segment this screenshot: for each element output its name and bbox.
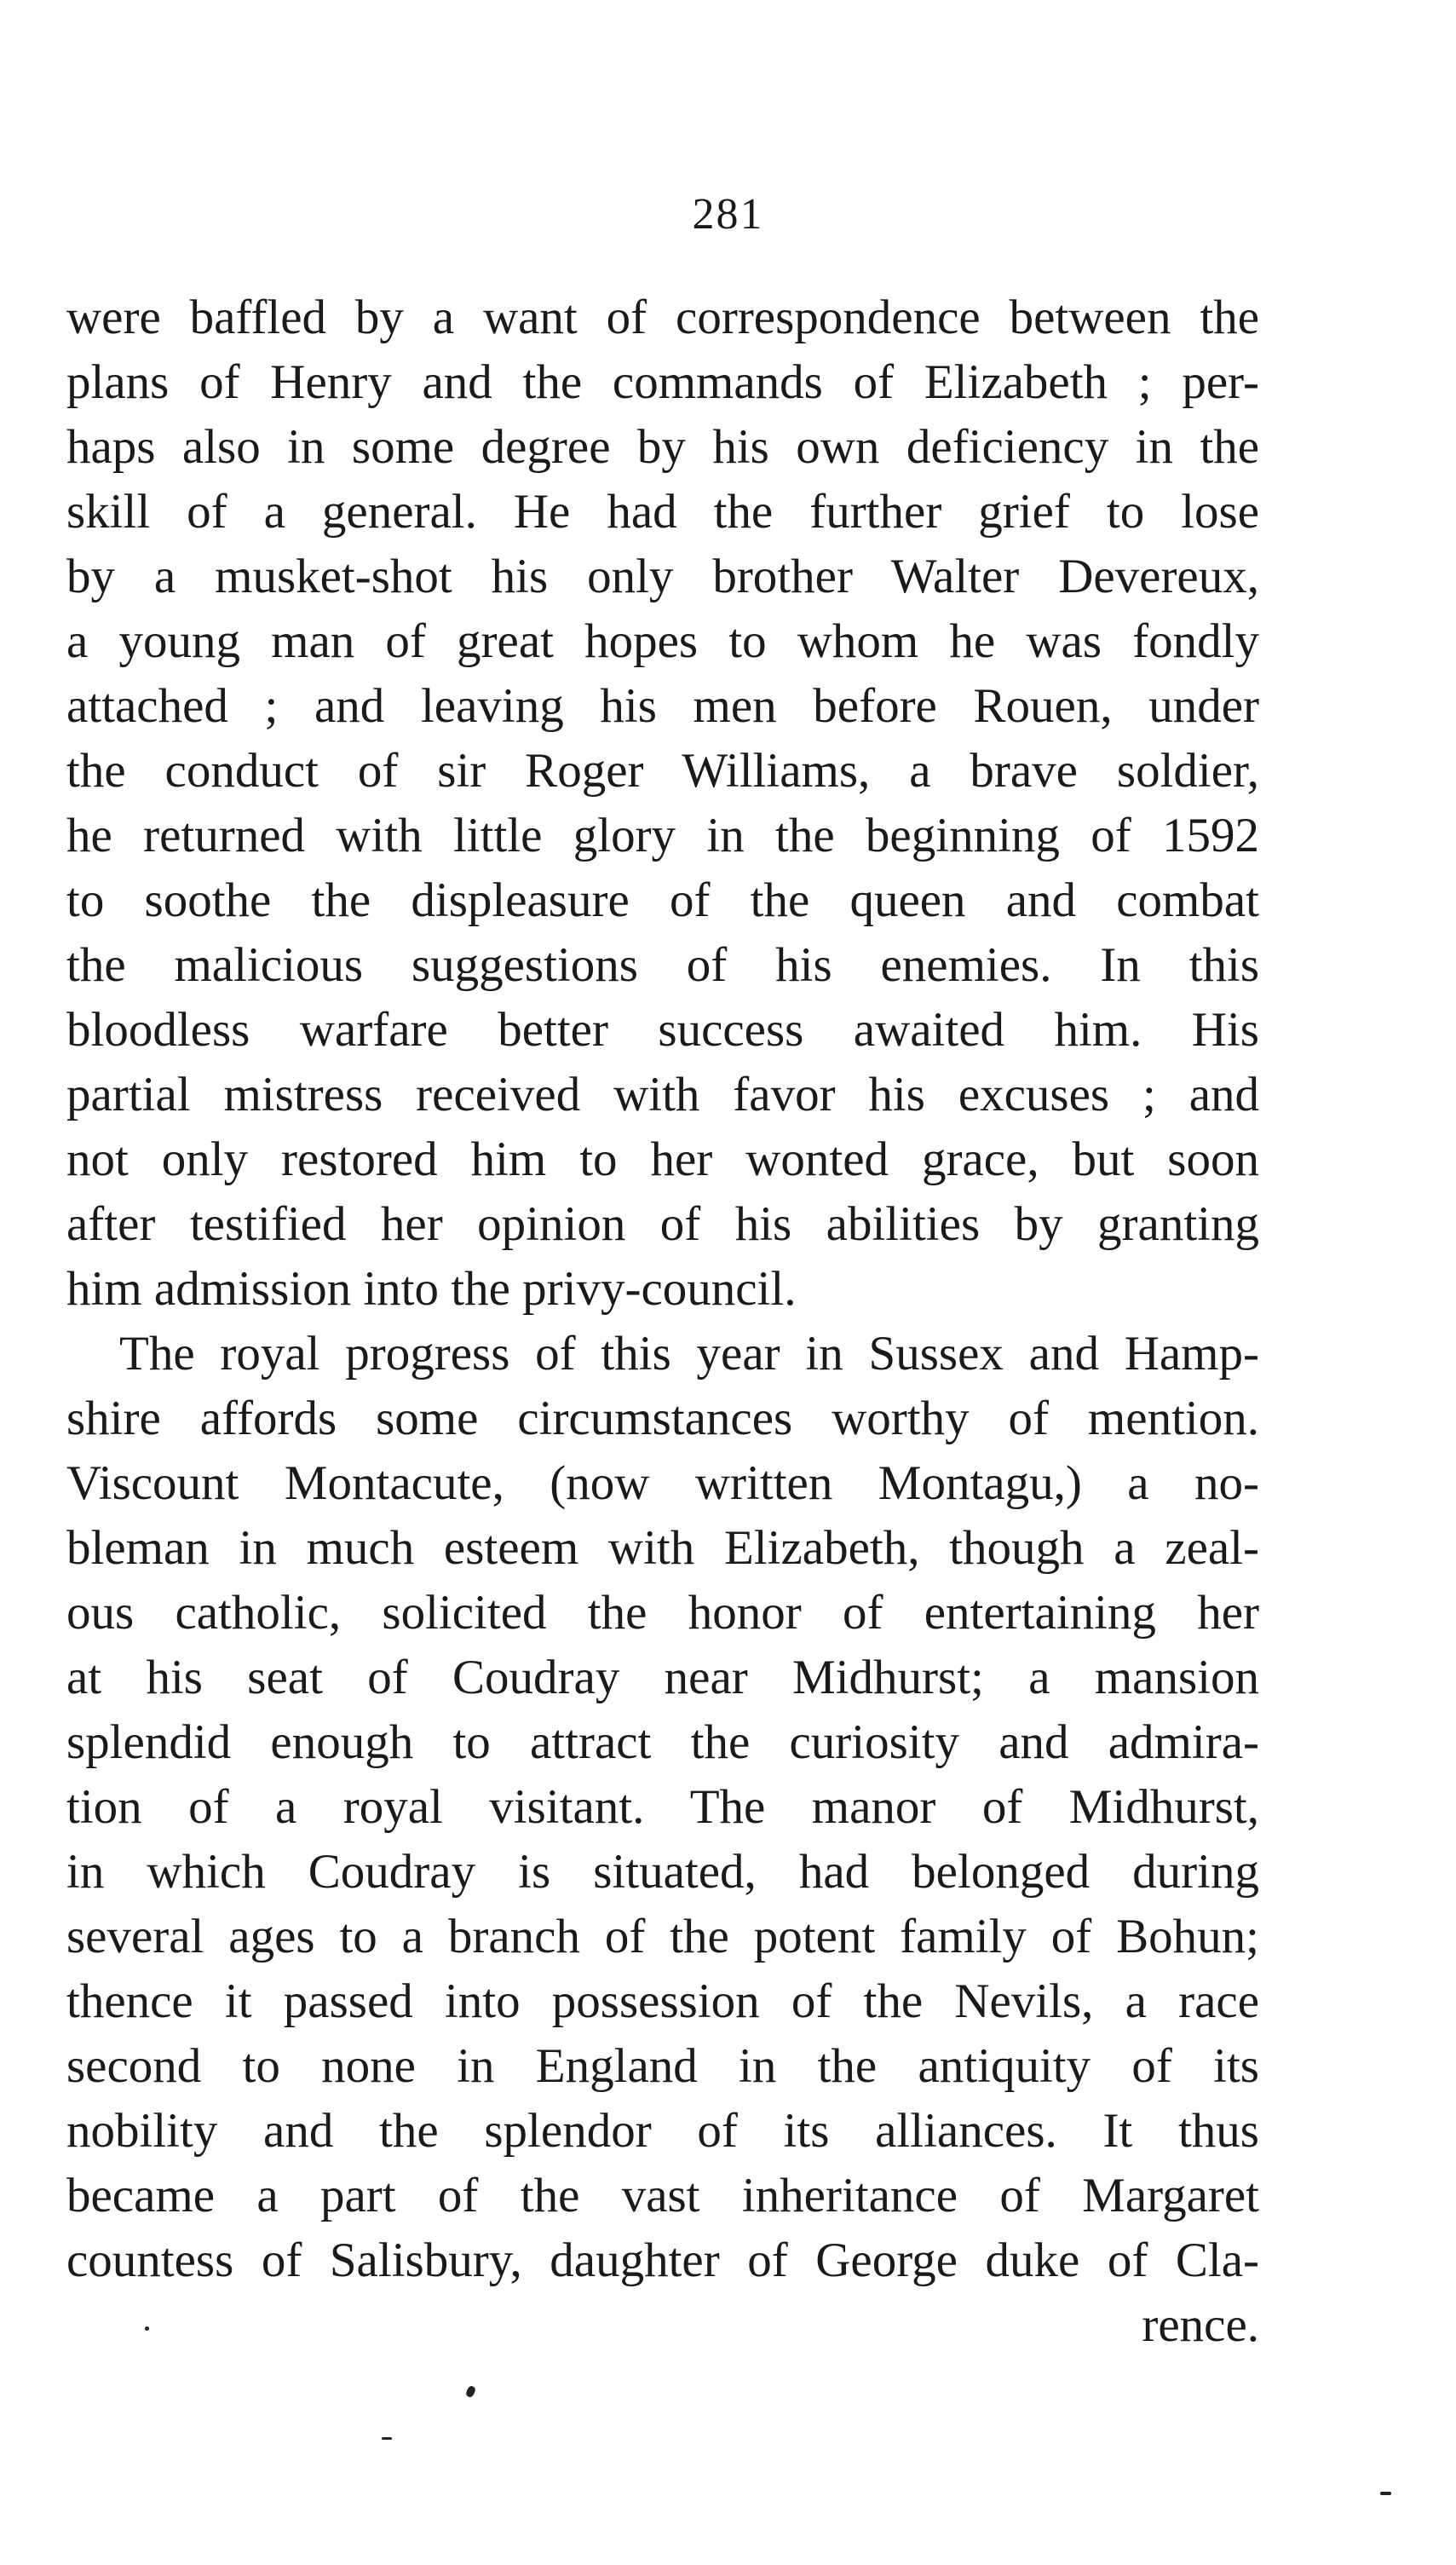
text-line: partial mistress received with favor his excuses ; and	[66, 1068, 1259, 1121]
page-number: 281	[692, 190, 764, 239]
text-line: in which Coudray is situated, had belonged during	[66, 1845, 1259, 1899]
text-line: countess of Salisbury, daughter of George duke of Cla-	[66, 2234, 1259, 2287]
text-line: not only restored him to her wonted grace, but soon	[66, 1133, 1259, 1186]
ink-speck	[145, 2326, 149, 2331]
text-line: were baffled by a want of correspondence between the	[66, 291, 1259, 344]
text-line: attached ; and leaving his men before Rouen, under	[66, 679, 1259, 733]
text-line: the malicious suggestions of his enemies. In this	[66, 938, 1259, 992]
text-line: ous catholic, solicited the honor of entertaining her	[66, 1586, 1259, 1640]
text-line: several ages to a branch of the potent family of Bohun;	[66, 1910, 1259, 1963]
text-line: the conduct of sir Roger Williams, a brave soldier,	[66, 744, 1259, 798]
body-text	[66, 285, 1259, 2358]
text-line: splendid enough to attract the curiosity and admira-	[66, 1715, 1259, 1769]
text-line: became a part of the vast inheritance of Margaret	[66, 2169, 1259, 2222]
text-line: he returned with little glory in the beginning of 1592	[66, 809, 1259, 862]
text-line: haps also in some degree by his own deficiency in the	[66, 420, 1259, 474]
text-line: nobility and the splendor of its alliances. It thus	[66, 2104, 1259, 2158]
text-line: bloodless warfare better success awaited him. His	[66, 1003, 1259, 1057]
text-line: skill of a general. He had the further grief to lose	[66, 485, 1259, 539]
text-line: The royal progress of this year in Sussex and Hamp-	[119, 1327, 1259, 1380]
text-line: shire affords some circumstances worthy of mention.	[66, 1392, 1259, 1445]
text-line: bleman in much esteem with Elizabeth, though a zeal-	[66, 1521, 1259, 1575]
text-line: second to none in England in the antiquity of its	[66, 2039, 1259, 2093]
text-line: by a musket-shot his only brother Walter Devereux,	[66, 550, 1259, 603]
ink-speck	[465, 2385, 477, 2399]
text-line: plans of Henry and the commands of Elizabeth ; per-	[66, 355, 1259, 409]
ink-speck	[382, 2437, 392, 2440]
text-line: thence it passed into possession of the Nevils, a race	[66, 1974, 1259, 2028]
text-line: tion of a royal visitant. The manor of Midhurst,	[66, 1780, 1259, 1834]
text-line: a young man of great hopes to whom he was fondly	[66, 614, 1259, 668]
text-line: at his seat of Coudray near Midhurst; a mansion	[66, 1651, 1259, 1704]
catchword: rence.	[1142, 2298, 1259, 2352]
text-line: after testified her opinion of his abilities by granting	[66, 1197, 1259, 1251]
text-line: him admission into the privy-council.	[66, 1262, 797, 1316]
text-line: to soothe the displeasure of the queen and combat	[66, 873, 1259, 927]
text-line: Viscount Montacute, (now written Montagu,) a no-	[66, 1456, 1259, 1510]
ink-speck	[1380, 2492, 1391, 2495]
